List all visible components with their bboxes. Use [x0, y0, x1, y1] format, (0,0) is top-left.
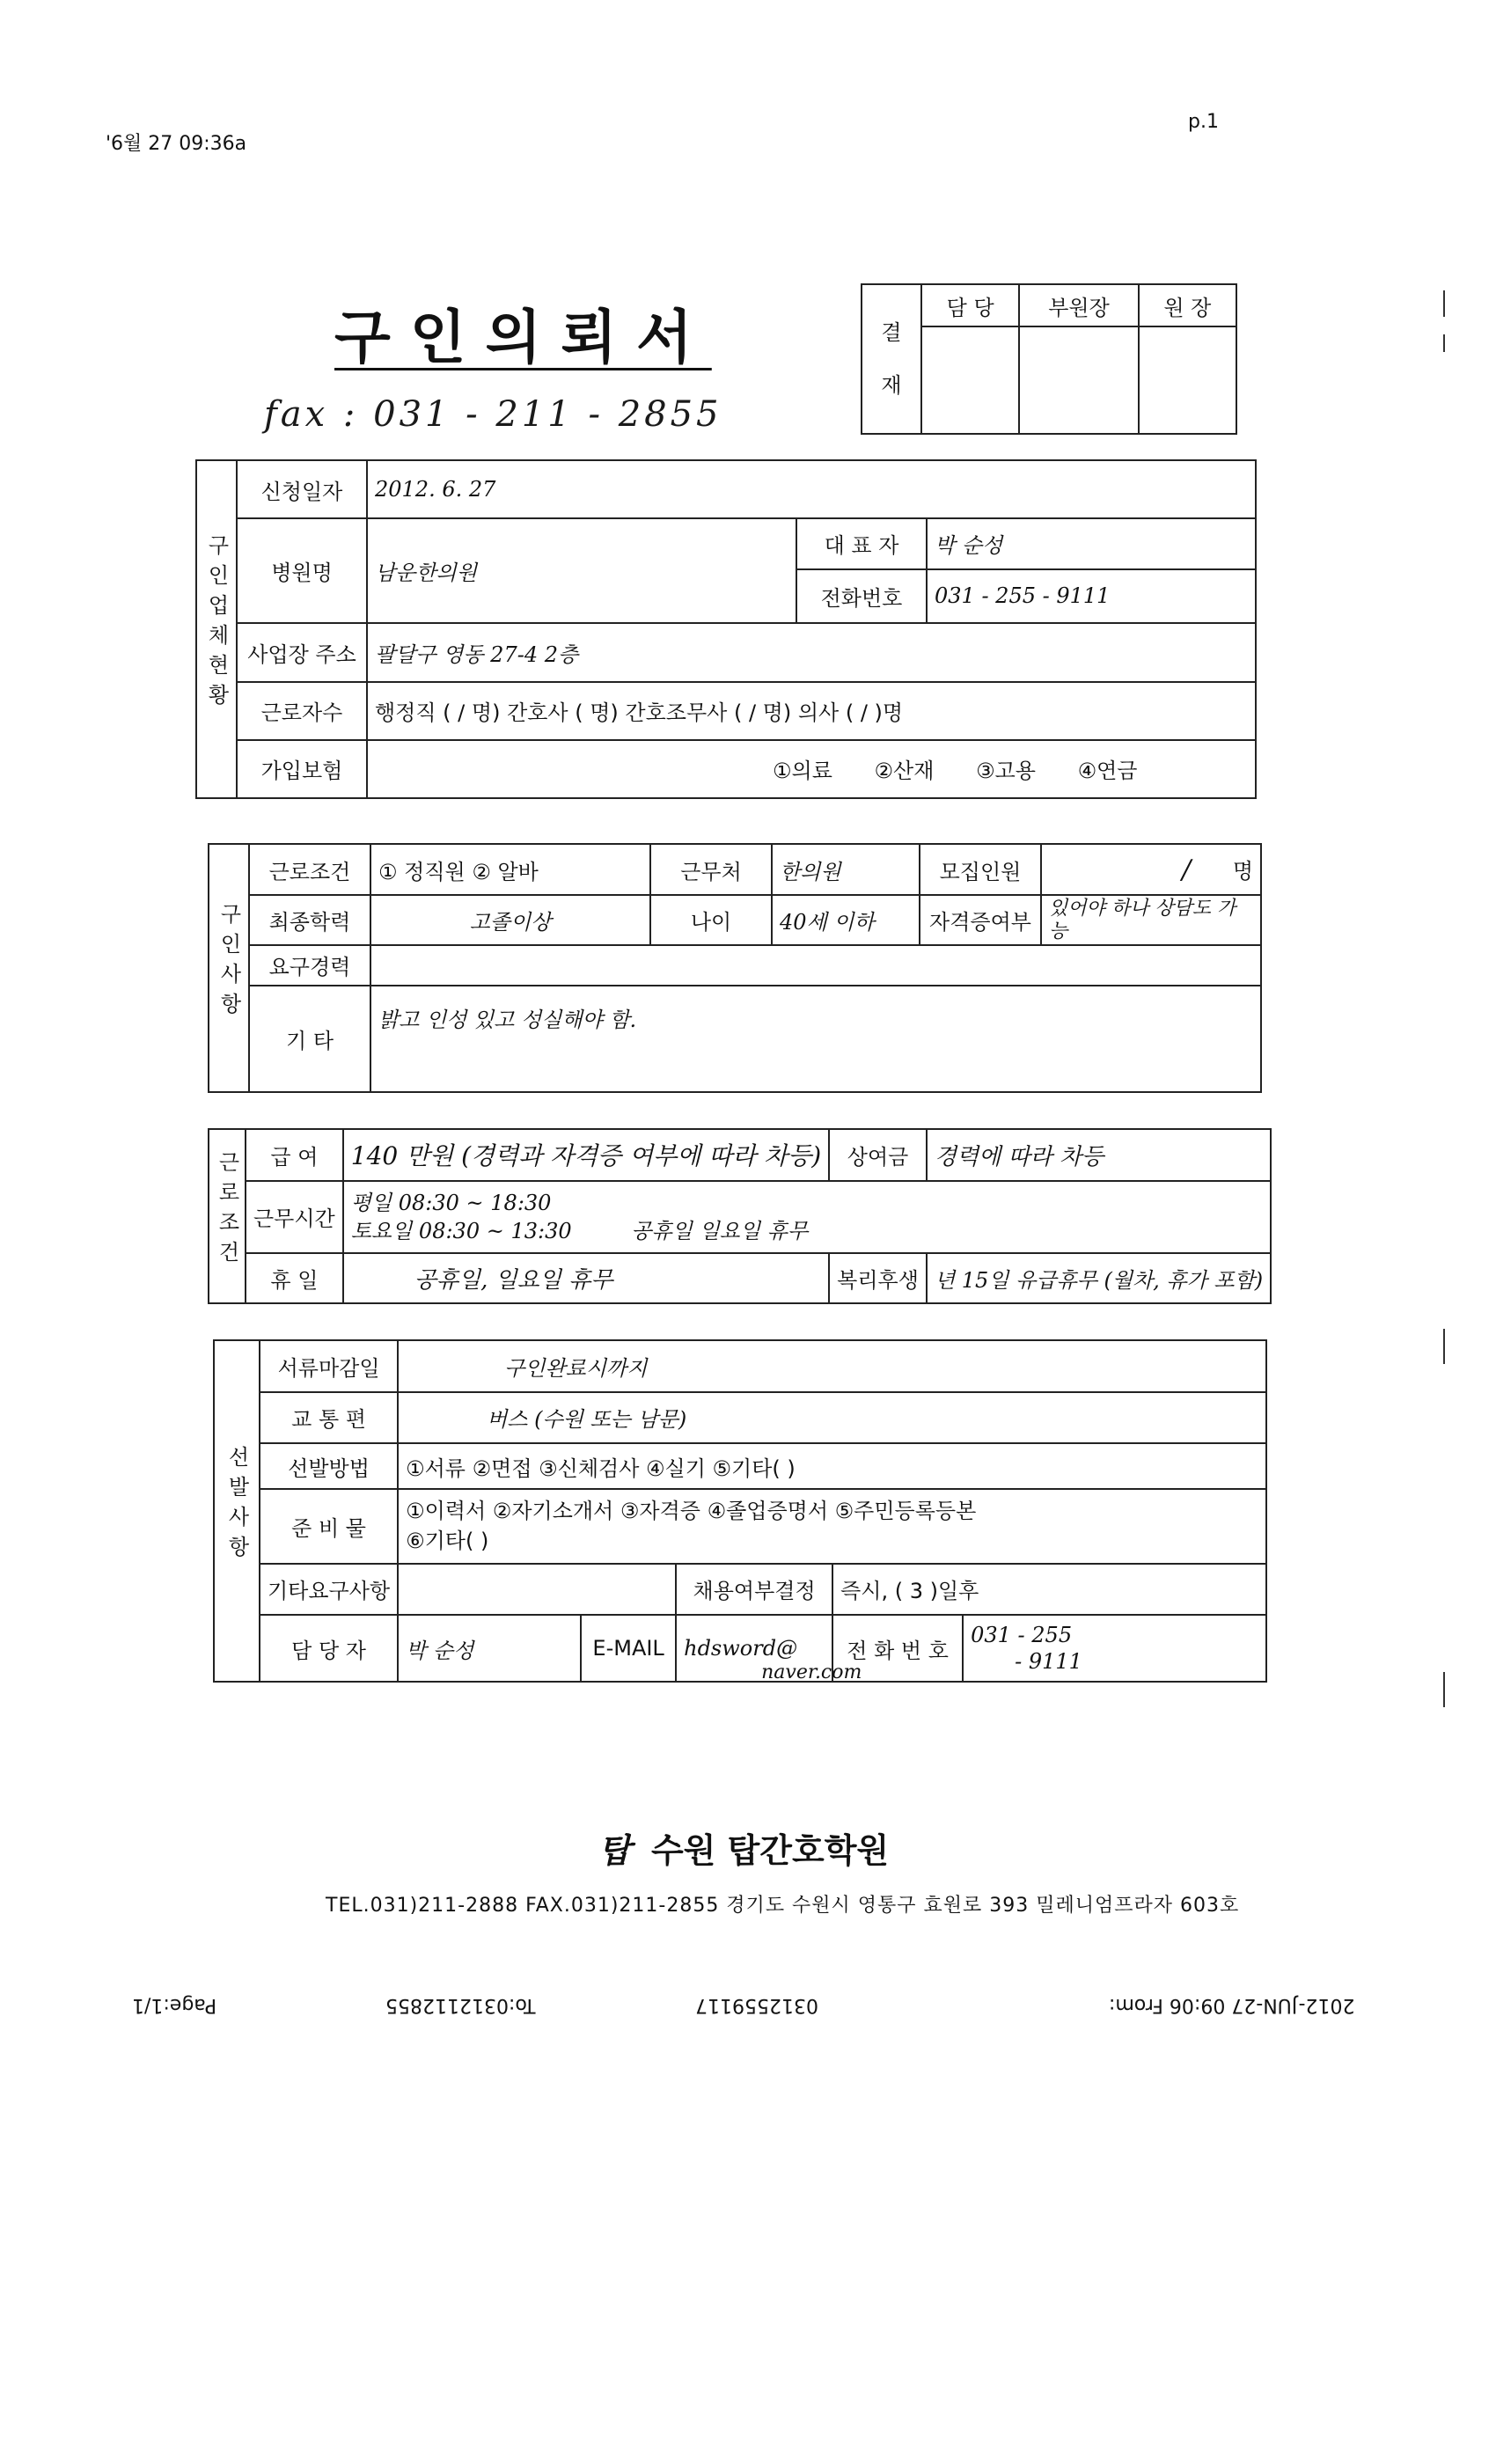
documents-label: 준 비 물	[260, 1489, 398, 1564]
apply-date-label: 신청일자	[237, 460, 367, 518]
education-label: 최종학력	[249, 895, 370, 944]
career-label: 요구경력	[249, 945, 370, 986]
fax-footer-date: 2012-JUN-27 09:06 From:	[1109, 1994, 1355, 2016]
license-label: 자격증여부	[920, 895, 1041, 944]
workplace-label: 근무처	[650, 844, 772, 895]
approval-sign-vice-director[interactable]	[1019, 326, 1138, 434]
other-requirements-value[interactable]	[398, 1564, 676, 1616]
job-side-label: 구인사항	[209, 844, 249, 1092]
headcount-value: /	[1182, 854, 1192, 886]
transport-value[interactable]: 버스 (수원 또는 남문)	[398, 1392, 1266, 1444]
fax-footer-page: Page:1/1	[132, 1994, 217, 2016]
apply-date-value[interactable]: 2012. 6. 27	[367, 460, 1256, 518]
license-value[interactable]: 있어야 하나 상담도 가능	[1041, 895, 1261, 944]
selection-side-label: 선발사항	[214, 1340, 260, 1682]
deadline-value[interactable]: 구인완료시까지	[398, 1340, 1266, 1392]
selection-method-options[interactable]: ①서류 ②면접 ③신체검사 ④실기 ⑤기타( )	[398, 1443, 1266, 1489]
phone-value[interactable]: 031 - 255 - 9111	[927, 569, 1256, 624]
career-value[interactable]	[370, 945, 1261, 986]
salary-label: 급 여	[246, 1129, 343, 1181]
holiday-value[interactable]: 공휴일, 일요일 휴무	[343, 1253, 829, 1303]
work-side-label: 근로조건	[209, 1129, 246, 1303]
approval-column-vice-director: 부원장	[1019, 284, 1138, 326]
headcount-label: 모집인원	[920, 844, 1041, 895]
bonus-value[interactable]: 경력에 따라 차등	[927, 1129, 1271, 1181]
welfare-value[interactable]: 년 15일 유급휴무 (월차, 휴가 포함)	[927, 1253, 1271, 1303]
documents-cell[interactable]	[398, 1489, 1266, 1564]
approval-column-staff: 담 당	[921, 284, 1019, 326]
education-value[interactable]: 고졸이상	[370, 895, 650, 944]
working-conditions-table	[208, 1128, 1272, 1304]
selection-table	[213, 1339, 1267, 1683]
email-value[interactable]: hdsword@ naver.com	[676, 1615, 832, 1682]
salary-value[interactable]: 140 만원 (경력과 자격증 여부에 따라 차등)	[343, 1129, 829, 1181]
fax-footer-from-number: 0312559117	[695, 1994, 818, 2016]
school-name-text: 수원 탑간호학원	[650, 1831, 890, 1870]
hospital-name-value[interactable]: 남운한의원	[367, 518, 796, 623]
contact-phone-value[interactable]: 031 - 255 - 9111	[963, 1615, 1266, 1682]
approval-side-label: 결 재	[862, 284, 921, 434]
holiday-label: 휴 일	[246, 1253, 343, 1303]
documents-line-2: ⑥기타( )	[406, 1529, 489, 1554]
approval-sign-director[interactable]	[1139, 326, 1236, 434]
ceo-label: 대 표 자	[796, 518, 927, 568]
insurance-option-medical[interactable]: ①의료	[773, 759, 832, 784]
work-hours-note: 공휴일 일요일 휴무	[631, 1218, 809, 1243]
workplace-value[interactable]: 한의원	[772, 844, 920, 895]
scan-mark	[1443, 1329, 1445, 1364]
approval-column-director: 원 장	[1139, 284, 1236, 326]
transport-label: 교 통 편	[260, 1392, 398, 1444]
hospital-name-label: 병원명	[237, 518, 367, 623]
insurance-option-pension[interactable]: ④연금	[1077, 759, 1138, 784]
approval-box	[861, 283, 1237, 435]
employment-type-options[interactable]: ① 정직원 ② 알바	[370, 844, 650, 895]
insurance-label: 가입보험	[237, 740, 367, 798]
documents-line-1: ①이력서 ②자기소개서 ③자격증 ④졸업증명서 ⑤주민등록등본	[406, 1499, 977, 1524]
workers-value[interactable]: 행정직 ( / 명) 간호사 ( 명) 간호조무사 ( / 명) 의사 ( / )명	[367, 682, 1256, 740]
fax-page-number: p.1	[1188, 111, 1219, 133]
employment-type-label: 근로조건	[249, 844, 370, 895]
job-other-value[interactable]: 밝고 인성 있고 성실해야 함.	[370, 986, 1261, 1092]
scan-mark	[1443, 290, 1445, 317]
email-label: E-MAIL	[581, 1615, 676, 1682]
insurance-option-employment[interactable]: ③고용	[976, 759, 1036, 784]
fax-timestamp: '6월 27 09:36a	[106, 133, 247, 155]
scan-mark	[1443, 334, 1445, 352]
hiring-decision-value[interactable]: 즉시, ( 3 )일후	[832, 1564, 1266, 1616]
age-label: 나이	[650, 895, 772, 944]
work-hours-label: 근무시간	[246, 1181, 343, 1254]
ceo-value[interactable]: 박 순성	[927, 518, 1256, 568]
address-value[interactable]: 팔달구 영동 27-4 2층	[367, 623, 1256, 681]
manager-label: 담 당 자	[260, 1615, 398, 1682]
fax-number-handwritten: fax : 031 - 211 - 2855	[264, 394, 722, 435]
work-hours-weekday: 평일 08:30 ~ 18:30	[350, 1190, 552, 1215]
manager-value[interactable]: 박 순성	[398, 1615, 581, 1682]
email-domain: naver.com	[761, 1661, 862, 1684]
deadline-label: 서류마감일	[260, 1340, 398, 1392]
headcount-cell[interactable]	[1041, 844, 1261, 895]
fax-footer-to: To:0312112855	[385, 1994, 536, 2016]
selection-method-label: 선발방법	[260, 1443, 398, 1489]
work-hours-cell[interactable]	[343, 1181, 1271, 1254]
job-requirements-table	[208, 843, 1262, 1093]
scan-mark	[1443, 1672, 1445, 1707]
school-name	[598, 1823, 889, 1872]
hiring-decision-label: 채용여부결정	[676, 1564, 832, 1616]
age-value[interactable]: 40세 이하	[772, 895, 920, 944]
approval-sign-staff[interactable]	[921, 326, 1019, 434]
bonus-label: 상여금	[829, 1129, 927, 1181]
workers-label: 근로자수	[237, 682, 367, 740]
school-contact-line: TEL.031)211-2888 FAX.031)211-2855 경기도 수원시 영통구 효원로 393 밀레니엄프라자 603호	[326, 1895, 1240, 1917]
job-other-label: 기 타	[249, 986, 370, 1092]
address-label: 사업장 주소	[237, 623, 367, 681]
insurance-option-accident[interactable]: ②산재	[874, 759, 935, 784]
work-hours-saturday: 토요일 08:30 ~ 13:30	[350, 1218, 572, 1243]
welfare-label: 복리후생	[829, 1253, 927, 1303]
phone-label: 전화번호	[796, 569, 927, 624]
insurance-options[interactable]	[367, 740, 1256, 798]
other-requirements-label: 기타요구사항	[260, 1564, 398, 1616]
document-title: 구인의뢰서	[334, 304, 712, 371]
school-logo: 탑	[598, 1831, 631, 1870]
company-info-table	[195, 459, 1257, 799]
headcount-unit: 명	[1232, 859, 1253, 884]
contact-phone-label: 전 화 번 호	[832, 1615, 963, 1682]
company-side-label: 구인업체현황	[196, 460, 237, 798]
